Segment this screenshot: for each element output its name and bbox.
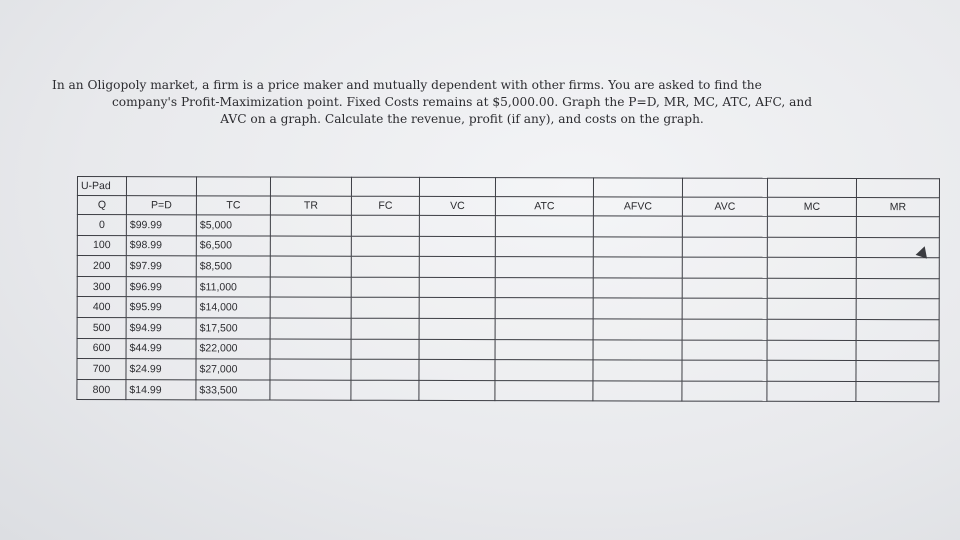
mc-cell[interactable] (767, 237, 856, 258)
tc-cell: $22,000 (196, 338, 270, 359)
mr-cell[interactable] (856, 381, 939, 402)
tc-cell: $17,500 (196, 318, 270, 339)
table-row (77, 297, 939, 320)
tc-cell: $6,500 (196, 235, 270, 256)
afvc-cell[interactable] (593, 216, 682, 237)
problem-statement (52, 77, 872, 128)
mr-cell[interactable] (856, 299, 939, 320)
atc-cell[interactable] (495, 319, 593, 340)
mr-cell[interactable] (856, 258, 939, 279)
mc-cell[interactable] (767, 381, 856, 402)
avc-cell[interactable] (682, 278, 767, 299)
q-cell: 200 (77, 256, 126, 277)
vc-cell[interactable] (419, 215, 495, 236)
table-row (77, 256, 939, 279)
col-header-fc: FC (351, 196, 419, 215)
tc-cell: $5,000 (196, 215, 270, 236)
problem-line-1: In an Oligopoly market, a firm is a price maker and mutually dependent with other firms. You are asked to find the (52, 78, 762, 92)
mr-cell[interactable] (856, 217, 939, 238)
atc-cell[interactable] (495, 380, 593, 401)
fc-cell[interactable] (351, 236, 419, 257)
vc-cell[interactable] (419, 339, 495, 360)
fc-cell[interactable] (351, 380, 419, 401)
col-header-q: Q (77, 196, 126, 215)
price-cell: $99.99 (126, 215, 196, 236)
avc-cell[interactable] (682, 319, 767, 340)
vc-cell[interactable] (419, 360, 495, 381)
table-row (77, 359, 939, 382)
cost-revenue-table (76, 176, 940, 403)
q-cell: 300 (77, 276, 126, 297)
atc-cell[interactable] (495, 298, 593, 319)
fc-cell[interactable] (351, 215, 419, 236)
vc-cell[interactable] (419, 298, 495, 319)
atc-cell[interactable] (495, 360, 593, 381)
avc-cell[interactable] (682, 381, 767, 402)
mc-cell[interactable] (767, 299, 856, 320)
tr-cell[interactable] (270, 236, 351, 257)
mr-cell[interactable] (856, 340, 939, 361)
vc-cell[interactable] (419, 257, 495, 278)
col-header-atc: ATC (495, 197, 593, 216)
avc-cell[interactable] (682, 298, 767, 319)
tc-cell: $11,000 (196, 277, 270, 298)
mc-cell[interactable] (767, 278, 856, 299)
afvc-cell[interactable] (593, 360, 682, 381)
q-cell: 400 (77, 297, 126, 318)
price-cell: $44.99 (126, 338, 196, 359)
atc-cell[interactable] (495, 277, 593, 298)
q-cell: 500 (77, 317, 126, 338)
price-cell: $95.99 (126, 297, 196, 318)
price-cell: $96.99 (126, 276, 196, 297)
mr-cell[interactable] (856, 320, 939, 341)
tr-cell[interactable] (270, 359, 351, 380)
avc-cell[interactable] (682, 340, 767, 361)
avc-cell[interactable] (682, 257, 767, 278)
table-body (77, 215, 939, 403)
tr-cell[interactable] (270, 256, 351, 277)
price-cell: $97.99 (126, 256, 196, 277)
avc-cell[interactable] (682, 216, 767, 237)
atc-cell[interactable] (495, 216, 593, 237)
price-cell: $14.99 (126, 379, 196, 400)
problem-line-3: AVC on a graph. Calculate the revenue, profit (if any), and costs on the graph. (220, 112, 704, 126)
price-cell: $24.99 (126, 359, 196, 380)
tr-cell[interactable] (270, 277, 351, 298)
vc-cell[interactable] (419, 236, 495, 257)
col-header-vc: VC (419, 196, 495, 215)
mc-cell[interactable] (767, 216, 856, 237)
table-row (77, 235, 939, 258)
table-row (77, 338, 939, 361)
vc-cell[interactable] (419, 277, 495, 298)
tr-cell[interactable] (270, 318, 351, 339)
table-row (77, 317, 939, 340)
table-super-header-row (77, 177, 939, 198)
avc-cell[interactable] (682, 360, 767, 381)
mc-cell[interactable] (767, 340, 856, 361)
table-row (77, 276, 939, 299)
mc-cell[interactable] (767, 257, 856, 278)
afvc-cell[interactable] (593, 339, 682, 360)
table-row (77, 215, 939, 238)
vc-cell[interactable] (419, 318, 495, 339)
super-header-cell: U-Pad (77, 177, 126, 196)
atc-cell[interactable] (495, 257, 593, 278)
fc-cell[interactable] (351, 339, 419, 360)
tr-cell[interactable] (270, 297, 351, 318)
fc-cell[interactable] (351, 298, 419, 319)
atc-cell[interactable] (495, 339, 593, 360)
col-header-mr: MR (856, 198, 939, 217)
tr-cell[interactable] (270, 215, 351, 236)
tc-cell: $27,000 (196, 359, 270, 380)
q-cell: 0 (77, 215, 126, 236)
table-header-row (77, 196, 939, 217)
afvc-cell[interactable] (593, 278, 682, 299)
problem-line-2: company's Profit-Maximization point. Fixed Costs remains at $5,000.00. Graph the P=D, MR, MC, ATC, AFC, and (111, 95, 813, 109)
atc-cell[interactable] (495, 236, 593, 257)
afvc-cell[interactable] (593, 319, 682, 340)
fc-cell[interactable] (351, 277, 419, 298)
price-cell: $94.99 (126, 318, 196, 339)
fc-cell[interactable] (351, 359, 419, 380)
tc-cell: $14,000 (196, 297, 270, 318)
col-header-tr: TR (270, 196, 351, 215)
mr-cell[interactable] (856, 278, 939, 299)
q-cell: 800 (77, 379, 126, 400)
mr-cell[interactable] (856, 361, 939, 382)
tr-cell[interactable] (270, 380, 351, 401)
col-header-afvc: AFVC (593, 197, 682, 216)
afvc-cell[interactable] (593, 298, 682, 319)
col-header-mc: MC (767, 197, 856, 216)
price-cell: $98.99 (126, 235, 196, 256)
col-header-p: P=D (126, 196, 196, 215)
table-row (77, 379, 939, 402)
mc-cell[interactable] (767, 360, 856, 381)
q-cell: 100 (77, 235, 126, 256)
mc-cell[interactable] (767, 319, 856, 340)
tc-cell: $33,500 (196, 380, 270, 401)
afvc-cell[interactable] (593, 257, 682, 278)
fc-cell[interactable] (351, 318, 419, 339)
col-header-tc: TC (196, 196, 270, 215)
afvc-cell[interactable] (593, 381, 682, 402)
q-cell: 700 (77, 359, 126, 380)
tr-cell[interactable] (270, 339, 351, 360)
vc-cell[interactable] (419, 380, 495, 401)
avc-cell[interactable] (682, 237, 767, 258)
col-header-avc: AVC (682, 197, 767, 216)
tc-cell: $8,500 (196, 256, 270, 277)
fc-cell[interactable] (351, 256, 419, 277)
q-cell: 600 (77, 338, 126, 359)
afvc-cell[interactable] (593, 236, 682, 257)
